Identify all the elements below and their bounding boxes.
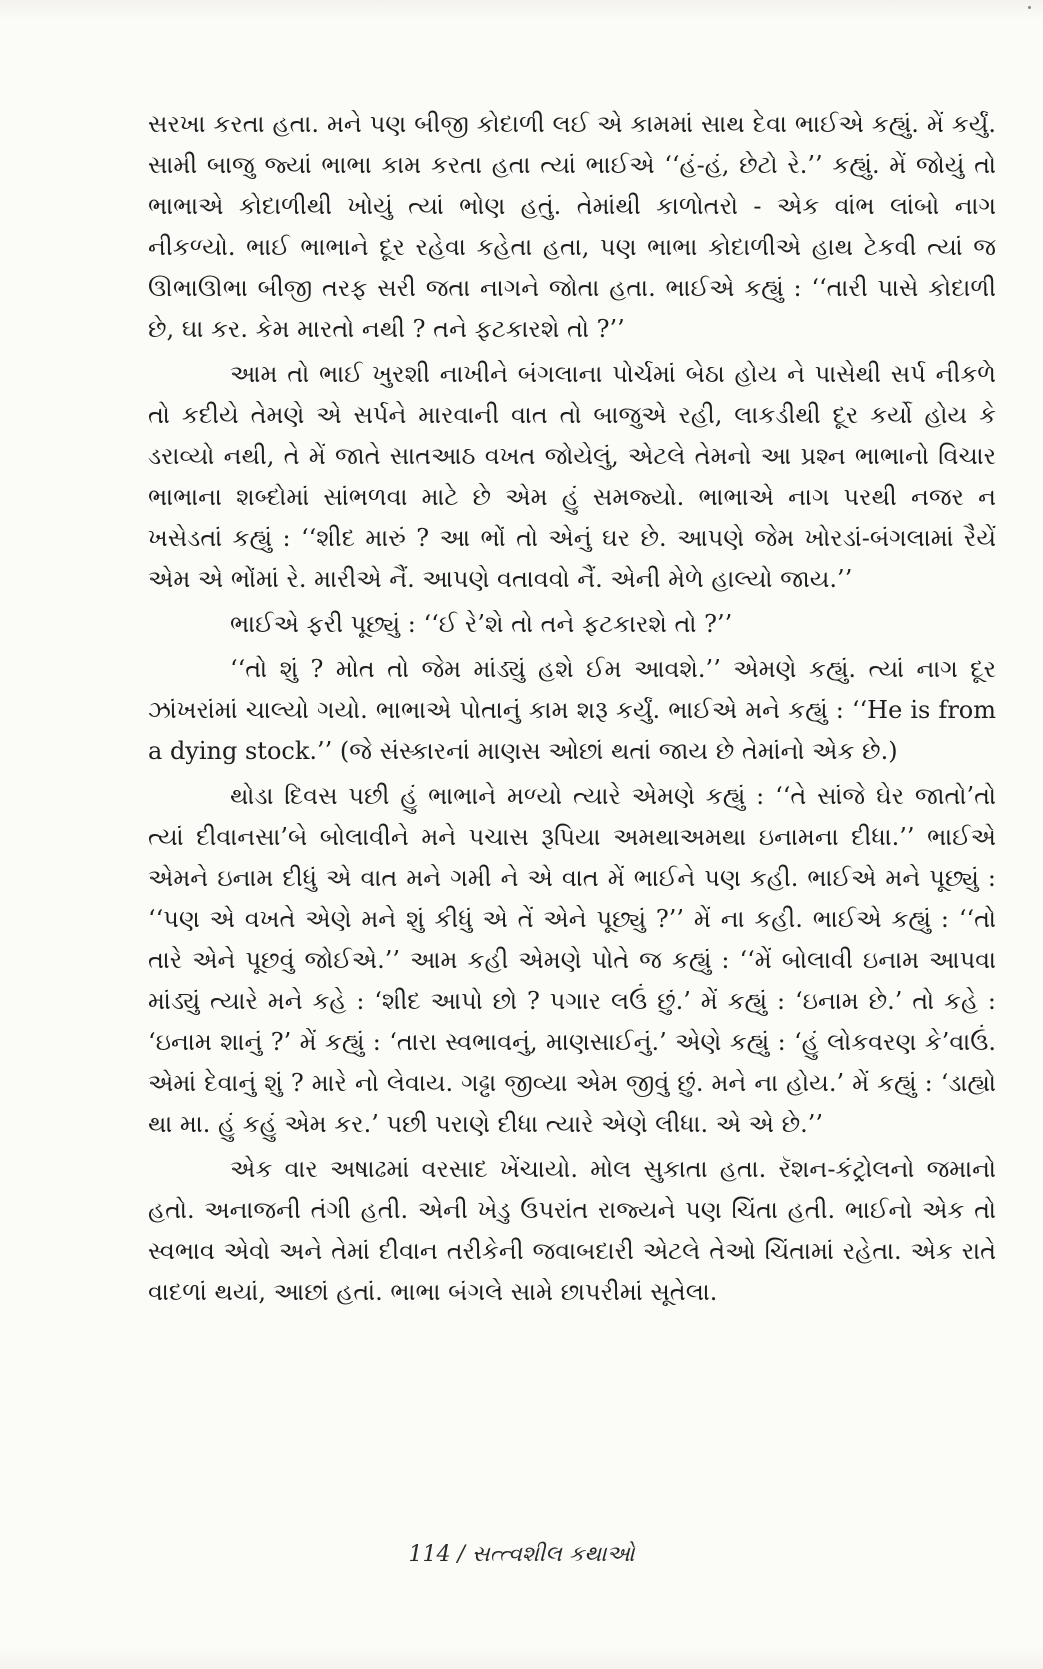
- paragraph-3: ભાઈએ ફરી પૂછ્યું : ‘‘ઈ રે’શે તો તને ફટકારશે તો ?’’: [230, 610, 733, 638]
- paragraph-4: ‘‘તો શું ? મોત તો જેમ માંડ્યું હશે ઈમ આવશે.’’ એમણે કહ્યું. ત્યાં નાગ દૂર ઝાંખરાંમાં ચાલ્યો ગયો. ભાભાએ પોતાનું કામ શરૂ કર્યું. ભાઈએ મને કહ્યું : ‘‘He is from a dying stock.’’ (જે સંસ્કારનાં માણસ ઓછાં થતાં જાય છે તેમાંનો એક છે.): [148, 655, 996, 765]
- paragraph-5: થોડા દિવસ પછી હું ભાભાને મળ્યો ત્યારે એમણે કહ્યું : ‘‘તે સાંજે ઘેર જાતો’તો ત્યાં દીવાનસા’બે બોલાવીને મને પચાસ રૂપિયા અમથાઅમથા ઇનામના દીધા.’’ ભાઈએ એમને ઇનામ દીધું એ વાત મને ગમી ને એ વાત મેં ભાઈને પણ કહી. ભાઈએ મને પૂછ્યું : ‘‘પણ એ વખતે એણે મને શું કીધું એ તેં એને પૂછ્યું ?’’ મેં ના કહી. ભાઈએ કહ્યું : ‘‘તો તારે એને પૂછવું જોઈએ.’’ આમ કહી એમણે પોતે જ કહ્યું : ‘‘મેં બોલાવી ઇનામ આપવા માંડ્યું ત્યારે મને કહે : ‘શીદ આપો છો ? પગાર લઉં છું.’ મેં કહ્યું : ‘ઇનામ છે.’ તો કહે : ‘ઇનામ શાનું ?’ મેં કહ્યું : ‘તારા સ્વભાવનું, માણસાઈનું.’ એણે કહ્યું : ‘હું લોકવરણ કે’વાઉં. એમાં દેવાનું શું ? મારે નો લેવાય. ગઢ્ઢા જીવ્યા એમ જીવું છું. મને ના હોય.’ મેં કહ્યું : ‘ડાહ્યો થા મા. હું કહું એમ કર.’ પછી પરાણે દીધા ત્યારે એણે લીધા. એ એ છે.’’: [148, 782, 996, 1138]
- paragraph-6: એક વાર અષાઢમાં વરસાદ ખેંચાયો. મોલ સુકાતા હતા. રૅશન-કંટ્રોલનો જમાનો હતો. અનાજની તંગી હતી. એની ખેડુ ઉપરાંત રાજ્યને પણ ચિંતા હતી. ભાઈનો એક તો સ્વભાવ એવો અને તેમાં દીવાન તરીકેની જવાબદારી એટલે તેઓ ચિંતામાં રહેતા. એક રાતે વાદળાં થયાં, આછાં હતાં. ભાભા બંગલે સામે છાપરીમાં સૂતેલા.: [148, 1155, 996, 1306]
- body-text: [148, 104, 996, 1313]
- paragraph-2: આમ તો ભાઈ ખુરશી નાખીને બંગલાના પોર્ચમાં બેઠા હોય ને પાસેથી સર્પ નીકળે તો કદીયે તેમણે એ સર્પને મારવાની વાત તો બાજુએ રહી, લાકડીથી દૂર કર્યો હોય કે ડરાવ્યો નથી, તે મેં જાતે સાતઆઠ વખત જોયેલું, એટલે તેમનો આ પ્રશ્ન ભાભાનો વિચાર ભાભાના શબ્દોમાં સાંભળવા માટે છે એમ હું સમજ્યો. ભાભાએ નાગ પરથી નજર ન ખસેડતાં કહ્યું : ‘‘શીદ મારું ? આ ભોં તો એનું ઘર છે. આપણે જેમ ખોરડાં-બંગલામાં રૈયેં એમ એ ભોંમાં રે. મારીએ નૈં. આપણે વતાવવો નૈં. એની મેળે હાલ્યો જાય.’’: [148, 360, 996, 593]
- page-speck: [1028, 6, 1031, 9]
- page-footer: 114 / સત્ત્વશીલ કથાઓ: [408, 1542, 635, 1567]
- paragraph-1: સરખા કરતા હતા. મને પણ બીજી કોદાળી લઈ એ કામમાં સાથ દેવા ભાઈએ કહ્યું. મેં કર્યું. સામી બાજુ જ્યાં ભાભા કામ કરતા હતા ત્યાં ભાઈએ ‘‘હં-હં, છેટો રે.’’ કહ્યું. મેં જોયું તો ભાભાએ કોદાળીથી ખોયું ત્યાં ભોણ હતું. તેમાંથી કાળોતરો - એક વાંભ લાંબો નાગ નીકળ્યો. ભાઈ ભાભાને દૂર રહેવા કહેતા હતા, પણ ભાભા કોદાળીએ હાથ ટેકવી ત્યાં જ ઊભાઊભા બીજી તરફ સરી જતા નાગને જોતા હતા. ભાઈએ કહ્યું : ‘‘તારી પાસે કોદાળી છે, ઘા કર. કેમ મારતો નથી ? તને ફટકારશે તો ?’’: [148, 110, 996, 343]
